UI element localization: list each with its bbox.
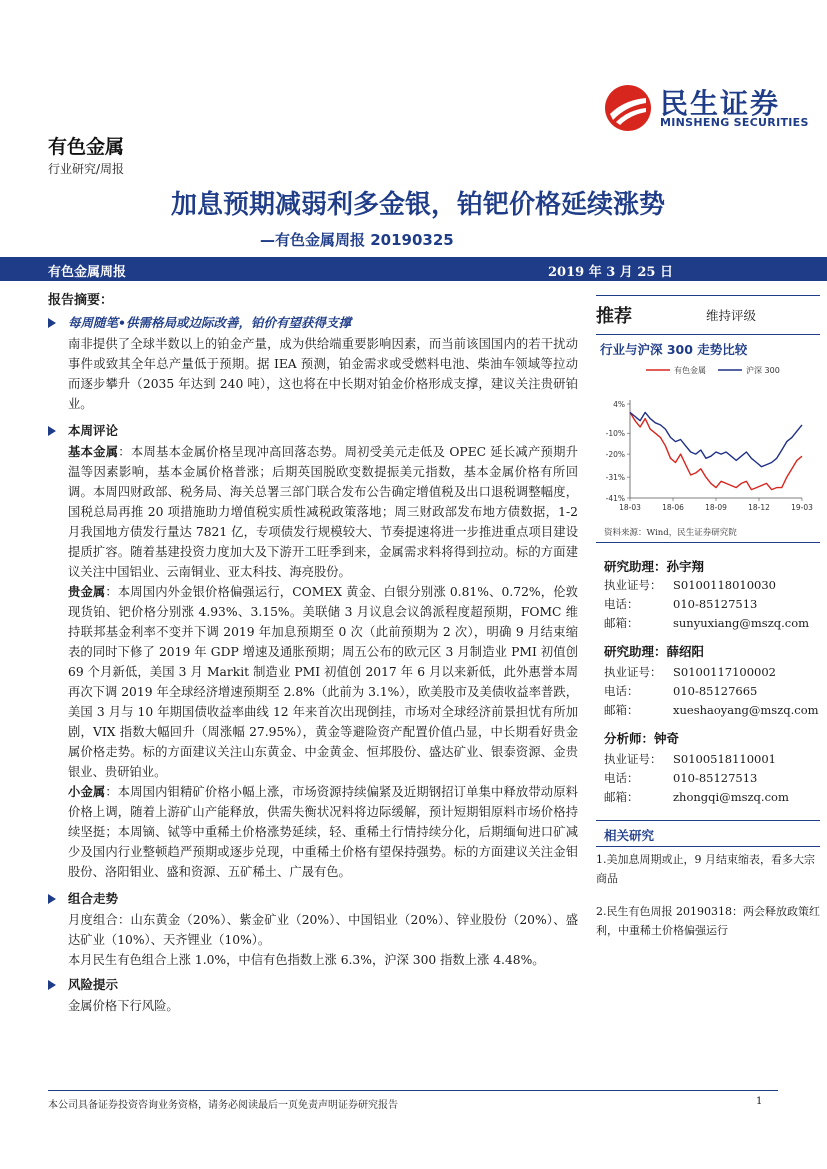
- triangle-bullet-icon: [48, 980, 56, 990]
- section-heading: [48, 974, 578, 996]
- phone-label: 电话：: [604, 771, 639, 785]
- report-type: 行业研究/周报: [48, 162, 125, 176]
- related-research-list: [596, 850, 821, 940]
- abstract-label: 报告摘要：: [48, 293, 114, 308]
- analyst-3-title: [604, 729, 679, 747]
- comparison-chart: [596, 360, 826, 520]
- y-tick-label: -41%: [605, 494, 625, 503]
- y-tick-label: -20%: [605, 450, 625, 460]
- sidebar-rule: [596, 542, 820, 543]
- phone-number: 010-85127665: [673, 684, 758, 698]
- footer-rule: [48, 1090, 778, 1091]
- y-tick-label: -31%: [605, 473, 625, 483]
- series-line: [630, 412, 802, 466]
- band-date: 2019 年 3 月 25 日: [548, 265, 673, 280]
- y-tick-label: 4%: [613, 400, 625, 409]
- phone-label: 电话：: [604, 684, 639, 698]
- brand-name-en: MINSHENG SECURITIES: [660, 116, 809, 129]
- email-link[interactable]: xueshaoyang@mszq.com: [673, 703, 819, 717]
- x-tick-label: 18-06: [662, 503, 684, 512]
- abstract-body: [48, 310, 578, 1016]
- section-4-heading: 风险提示: [68, 977, 119, 992]
- logo-mark-icon: [604, 84, 652, 132]
- x-tick-label: 18-12: [748, 503, 770, 512]
- minor-metals-label: 小金属: [68, 784, 106, 799]
- analyst-1-name: 孙宇翔: [666, 559, 705, 574]
- email-link[interactable]: zhongqi@mszq.com: [673, 790, 789, 804]
- license-number: S0100518110001: [673, 752, 776, 766]
- page-number: 1: [756, 1096, 763, 1107]
- section-3-heading: 组合走势: [68, 891, 119, 906]
- license-label: 执业证号：: [604, 752, 662, 766]
- email-label: 邮箱：: [604, 790, 639, 804]
- precious-metals-text: ：本周国内外金银价格偏强运行，COMEX 黄金、白银分别涨 0.81%、0.72%，伦敦现货铂、钯价格分别涨 4.93%、3.15%。美联储 3 月议息会议鸽派程度超预期，FOMC 维持联邦基金利率不变并下调 2019 年加息预期至 0 次（此前预期为 2 次），明确 9 月结束缩表的同时下修了 2019 年 GDP 增速及通胀预期；周五公布的欧元区 3 月制造业 PMI 初值创 69 个月新低，美国 3 月 Markit 制造业 PMI 初值创 2017 年 6 月以来新低，此外惠誉本周再次下调 2019 年全球经济增速预期至 2.8%（此前为 3.1%），欧美股市及美债收益率普跌，美国 3 月与 10 年期国债收益率曲线 12 年来首次出现倒挂，市场对全球经济前景担忧有所加剧，VIX 指数大幅回升（周涨幅 27.95%），黄金等避险资产配置价值凸显，中长期看好贵金属价格走势。标的方面建议关注山东黄金、中金黄金、恒邦股份、盛达矿业、银泰资源、金贵银业、贵研铂业。: [68, 585, 578, 779]
- triangle-bullet-icon: [48, 318, 56, 328]
- analyst-1-role: 研究助理：: [604, 559, 667, 574]
- x-tick-label: 18-09: [705, 503, 727, 512]
- phone-label: 电话：: [604, 597, 639, 611]
- related-heading: 相关研究: [604, 828, 655, 843]
- base-metals-label: 基本金属: [68, 444, 119, 459]
- precious-metals-label: 贵金属: [68, 584, 106, 599]
- related-item[interactable]: 2.民生有色周报 20190318：两会释放政策红利，中重稀土价格偏强运行: [596, 905, 820, 937]
- email-label: 邮箱：: [604, 703, 639, 717]
- minor-metals-text: ：本周国内钼精矿价格小幅上涨，市场资源持续偏紧及近期钢招订单集中释放带动原料价格上调，随着上游矿山产能释放，供需失衡状况料将边际缓解，预计短期钼原料市场价格持续坚挺；本周镝、铽等中重稀土价格涨势延续，轻、重稀土行情持续分化，后期缅甸进口矿减少及国内行业整顿趋严预期或逐步兑现，中重稀土价格有望保持强势。标的方面建议关注金钼股份、洛阳钼业、盛和资源、五矿稀土、广晟有色。: [68, 785, 578, 879]
- analyst-1-info: [604, 576, 819, 633]
- series-line: [630, 412, 802, 489]
- analyst-2-info: [604, 663, 819, 720]
- sidebar-rule: [596, 820, 820, 821]
- analyst-3-role: 分析师：: [604, 731, 655, 746]
- analyst-1-title: [604, 557, 704, 575]
- license-number: S0100117100002: [673, 665, 776, 679]
- risk-text: 金属价格下行风险。: [68, 999, 179, 1013]
- section-2-heading: 本周评论: [68, 423, 119, 438]
- analyst-2-role: 研究助理：: [604, 644, 667, 659]
- rating: 维持评级: [706, 308, 757, 323]
- y-tick-label: -10%: [605, 429, 625, 439]
- email-label: 邮箱：: [604, 616, 639, 630]
- section-heading: [48, 312, 578, 334]
- phone-number: 010-85127513: [673, 771, 758, 785]
- section-heading: [48, 420, 578, 442]
- triangle-bullet-icon: [48, 894, 56, 904]
- band-report-name: 有色金属周报: [48, 265, 127, 280]
- x-tick-label: 18-03: [619, 503, 641, 512]
- chart-source: 资料来源：Wind，民生证券研究院: [604, 528, 737, 538]
- page-title: 加息预期减弱利多金银，铂钯价格延续涨势: [170, 190, 665, 220]
- legend-label: 沪深 300: [746, 366, 780, 375]
- legend-label: 有色金属: [674, 366, 706, 375]
- analyst-2-name: 薛绍阳: [666, 644, 705, 659]
- precious-metals-paragraph: [68, 582, 578, 782]
- analyst-3-name: 钟奇: [654, 731, 680, 746]
- sector-title: 有色金属: [48, 136, 125, 158]
- portfolio-text: 月度组合：山东黄金（20%）、紫金矿业（20%）、中国铝业（20%）、锌业股份（20%）、盛达矿业（10%）、天齐锂业（10%）。: [68, 913, 578, 947]
- triangle-bullet-icon: [48, 426, 56, 436]
- minor-metals-paragraph: [68, 782, 578, 882]
- brand-name-cn: 民生证券: [660, 87, 781, 120]
- sidebar-rule: [596, 846, 820, 847]
- sidebar-rule: [596, 334, 820, 335]
- recommendation: 推荐: [596, 306, 632, 327]
- page-subtitle: —有色金属周报 20190325: [260, 231, 454, 249]
- license-number: S0100118010030: [673, 578, 776, 592]
- base-metals-paragraph: [68, 442, 578, 582]
- section-1-heading: 每周随笔•供需格局或边际改善，铂价有望获得支撑: [68, 315, 351, 330]
- base-metals-text: ：本周基本金属价格呈现冲高回落态势。周初受美元走低及 OPEC 延长减产预期升温等因素影响，基本金属价格普涨；后期英国脱欧变数提振美元指数，基本金属价格有所回调。本周四财政部、税务局、海关总署三部门联合发布公告确定增值税及出口退税调整幅度，国税总局再推 20 项措施助力增值税实质性减税政策落地；周三财政部发布地方债数据，1-2 月我国地方债发行量达 7821 亿，专项债发行规模较大、节奏提速将进一步推进重点项目建设提质扩容。随着基建投资力度加大及下游开工旺季到来，金属需求料将得到拉动。标的方面建议关注中国铝业、云南铜业、亚太科技、海亮股份。: [68, 445, 578, 579]
- x-tick-label: 19-03: [791, 503, 813, 512]
- license-label: 执业证号：: [604, 578, 662, 592]
- analyst-2-title: [604, 642, 704, 660]
- footer-disclaimer: 本公司具备证券投资咨询业务资格，请务必阅读最后一页免责声明证券研究报告: [48, 1100, 398, 1111]
- chart-heading: 行业与沪深 300 走势比较: [600, 342, 748, 357]
- email-link[interactable]: sunyuxiang@mszq.com: [673, 616, 810, 630]
- portfolio-performance: 本月民生有色组合上涨 1.0%，中信有色指数上涨 6.3%，沪深 300 指数上涨 4.48%。: [68, 953, 545, 967]
- section-heading: [48, 888, 578, 910]
- related-item[interactable]: 1.美加息周期或止，9 月结束缩表，看多大宗商品: [596, 853, 815, 885]
- sidebar-rule: [596, 295, 820, 296]
- phone-number: 010-85127513: [673, 597, 758, 611]
- license-label: 执业证号：: [604, 665, 662, 679]
- analyst-3-info: [604, 750, 819, 807]
- section-1-text: 南非提供了全球半数以上的铂金产量，成为供给端重要影响因素，而当前该国国内的若干扰动事件或致其全年总产量低于预期。据 IEA 预测，铂金需求或受燃料电池、柴油车领域等拉动而逐步攀升（2035 年达到 240 吨），这也将在中长期对铂金价格形成支撑，建议关注贵研铂业。: [68, 337, 578, 411]
